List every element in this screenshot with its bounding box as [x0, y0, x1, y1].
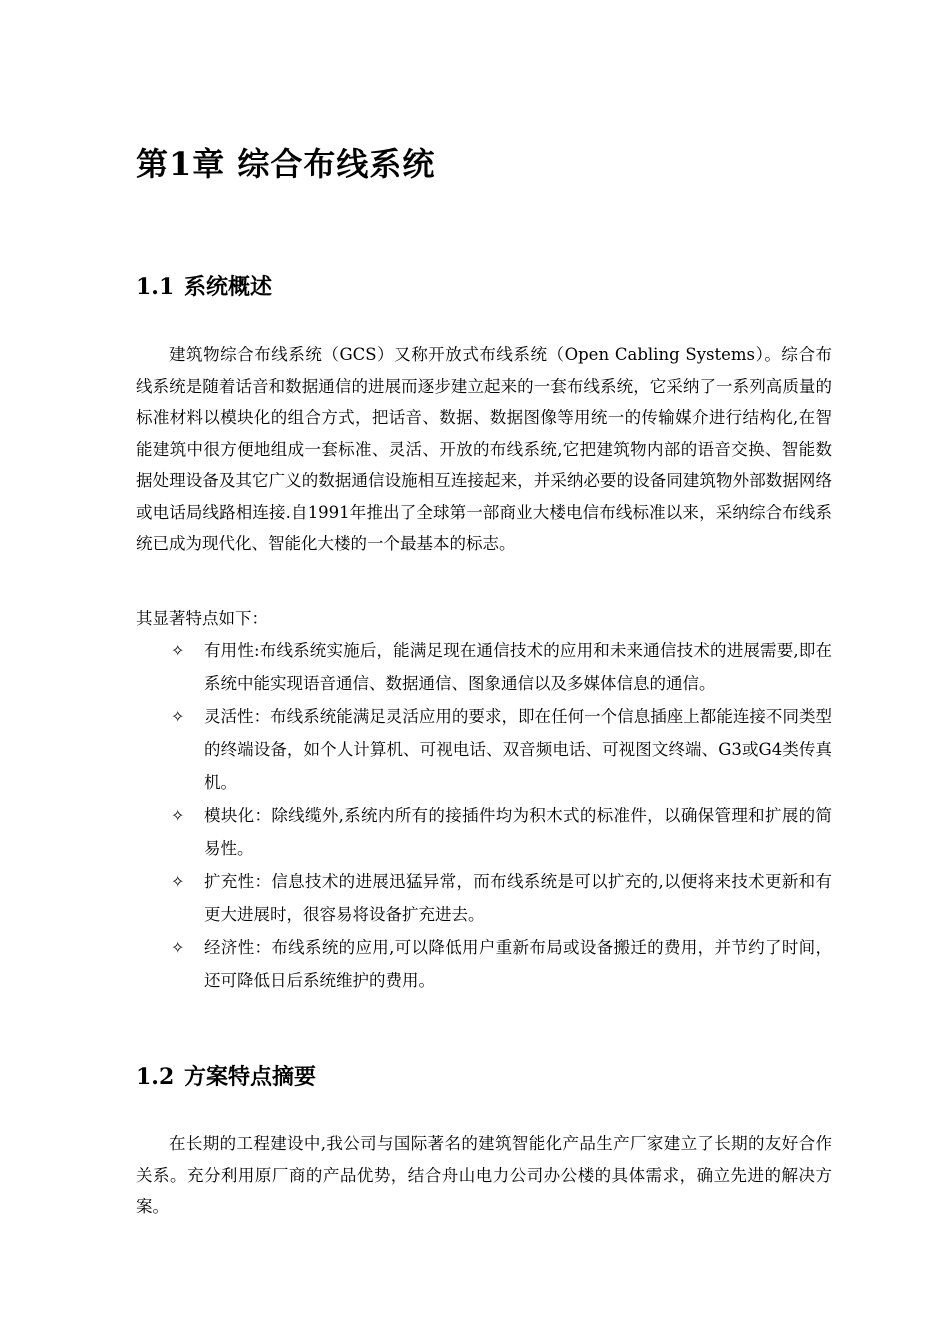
feature-item-expandability [136, 865, 832, 931]
diamond-outline-icon: ✧ [171, 938, 185, 957]
features-intro: 其显著特点如下： [136, 609, 268, 628]
system-overview-paragraph: 建筑物综合布线系统（GCS）又称开放式布线系统（Open Cabling Systems）。综合布线系统是随着话音和数据通信的进展而逐步建立起来的一套布线系统，它采纳了一系列高质量的标准材料以模块化的组合方式，把话音、数据、数据图像等用统一的传输媒介进行结构化,在智能建筑中很方便地组成一套标准、灵活、开放的布线系统,它把建筑物内部的语音交换、智能数据处理设备及其它广义的数据通信设施相互连接起来，并采纳必要的设备同建筑物外部数据网络或电话局线路相连接.自1991年推出了全球第一部商业大楼电信布线标准以来，采纳综合布线系统已成为现代化、智能化大楼的一个最基本的标志。 [136, 345, 832, 553]
feature-text: 灵活性：布线系统能满足灵活应用的要求，即在任何一个信息插座上都能连接不同类型的终端设备，如个人计算机、可视电话、双音频电话、可视图文终端、G3或G4类传真机。 [204, 707, 832, 792]
feature-item-flexibility [136, 700, 832, 799]
solution-summary-paragraph: 在长期的工程建设中,我公司与国际著名的建筑智能化产品生产厂家建立了长期的友好合作关系。充分利用原厂商的产品优势，结合舟山电力公司办公楼的具体需求，确立先进的解决方案。 [136, 1134, 832, 1216]
features-list [136, 634, 832, 997]
feature-item-usefulness [136, 634, 832, 700]
feature-text: 有用性:布线系统实施后，能满足现在通信技术的应用和未来通信技术的进展需要,即在系统中能实现语音通信、数据通信、图象通信以及多媒体信息的通信。 [204, 641, 832, 693]
diamond-outline-icon: ✧ [171, 872, 185, 891]
feature-item-modularity [136, 799, 832, 865]
chapter-title: 第1章 综合布线系统 [136, 145, 436, 183]
section-number: 1.2 [136, 1064, 175, 1090]
diamond-outline-icon: ✧ [171, 806, 185, 825]
feature-text: 经济性：布线系统的应用,可以降低用户重新布局或设备搬迁的费用，并节约了时间，还可降低日后系统维护的费用。 [204, 938, 832, 990]
diamond-outline-icon: ✧ [171, 641, 185, 660]
section-heading-1-1 [136, 270, 272, 304]
section-title-text: 方案特点摘要 [184, 1064, 317, 1090]
diamond-outline-icon: ✧ [171, 707, 185, 726]
section-number: 1.1 [136, 274, 175, 300]
section-heading-1-2 [136, 1060, 316, 1094]
section-title-text: 系统概述 [184, 274, 273, 300]
feature-item-economy [136, 931, 832, 997]
feature-text: 模块化：除线缆外,系统内所有的接插件均为积木式的标准件，以确保管理和扩展的简易性。 [204, 806, 832, 858]
feature-text: 扩充性：信息技术的进展迅猛异常，而布线系统是可以扩充的,以便将来技术更新和有更大进展时，很容易将设备扩充进去。 [204, 872, 832, 924]
